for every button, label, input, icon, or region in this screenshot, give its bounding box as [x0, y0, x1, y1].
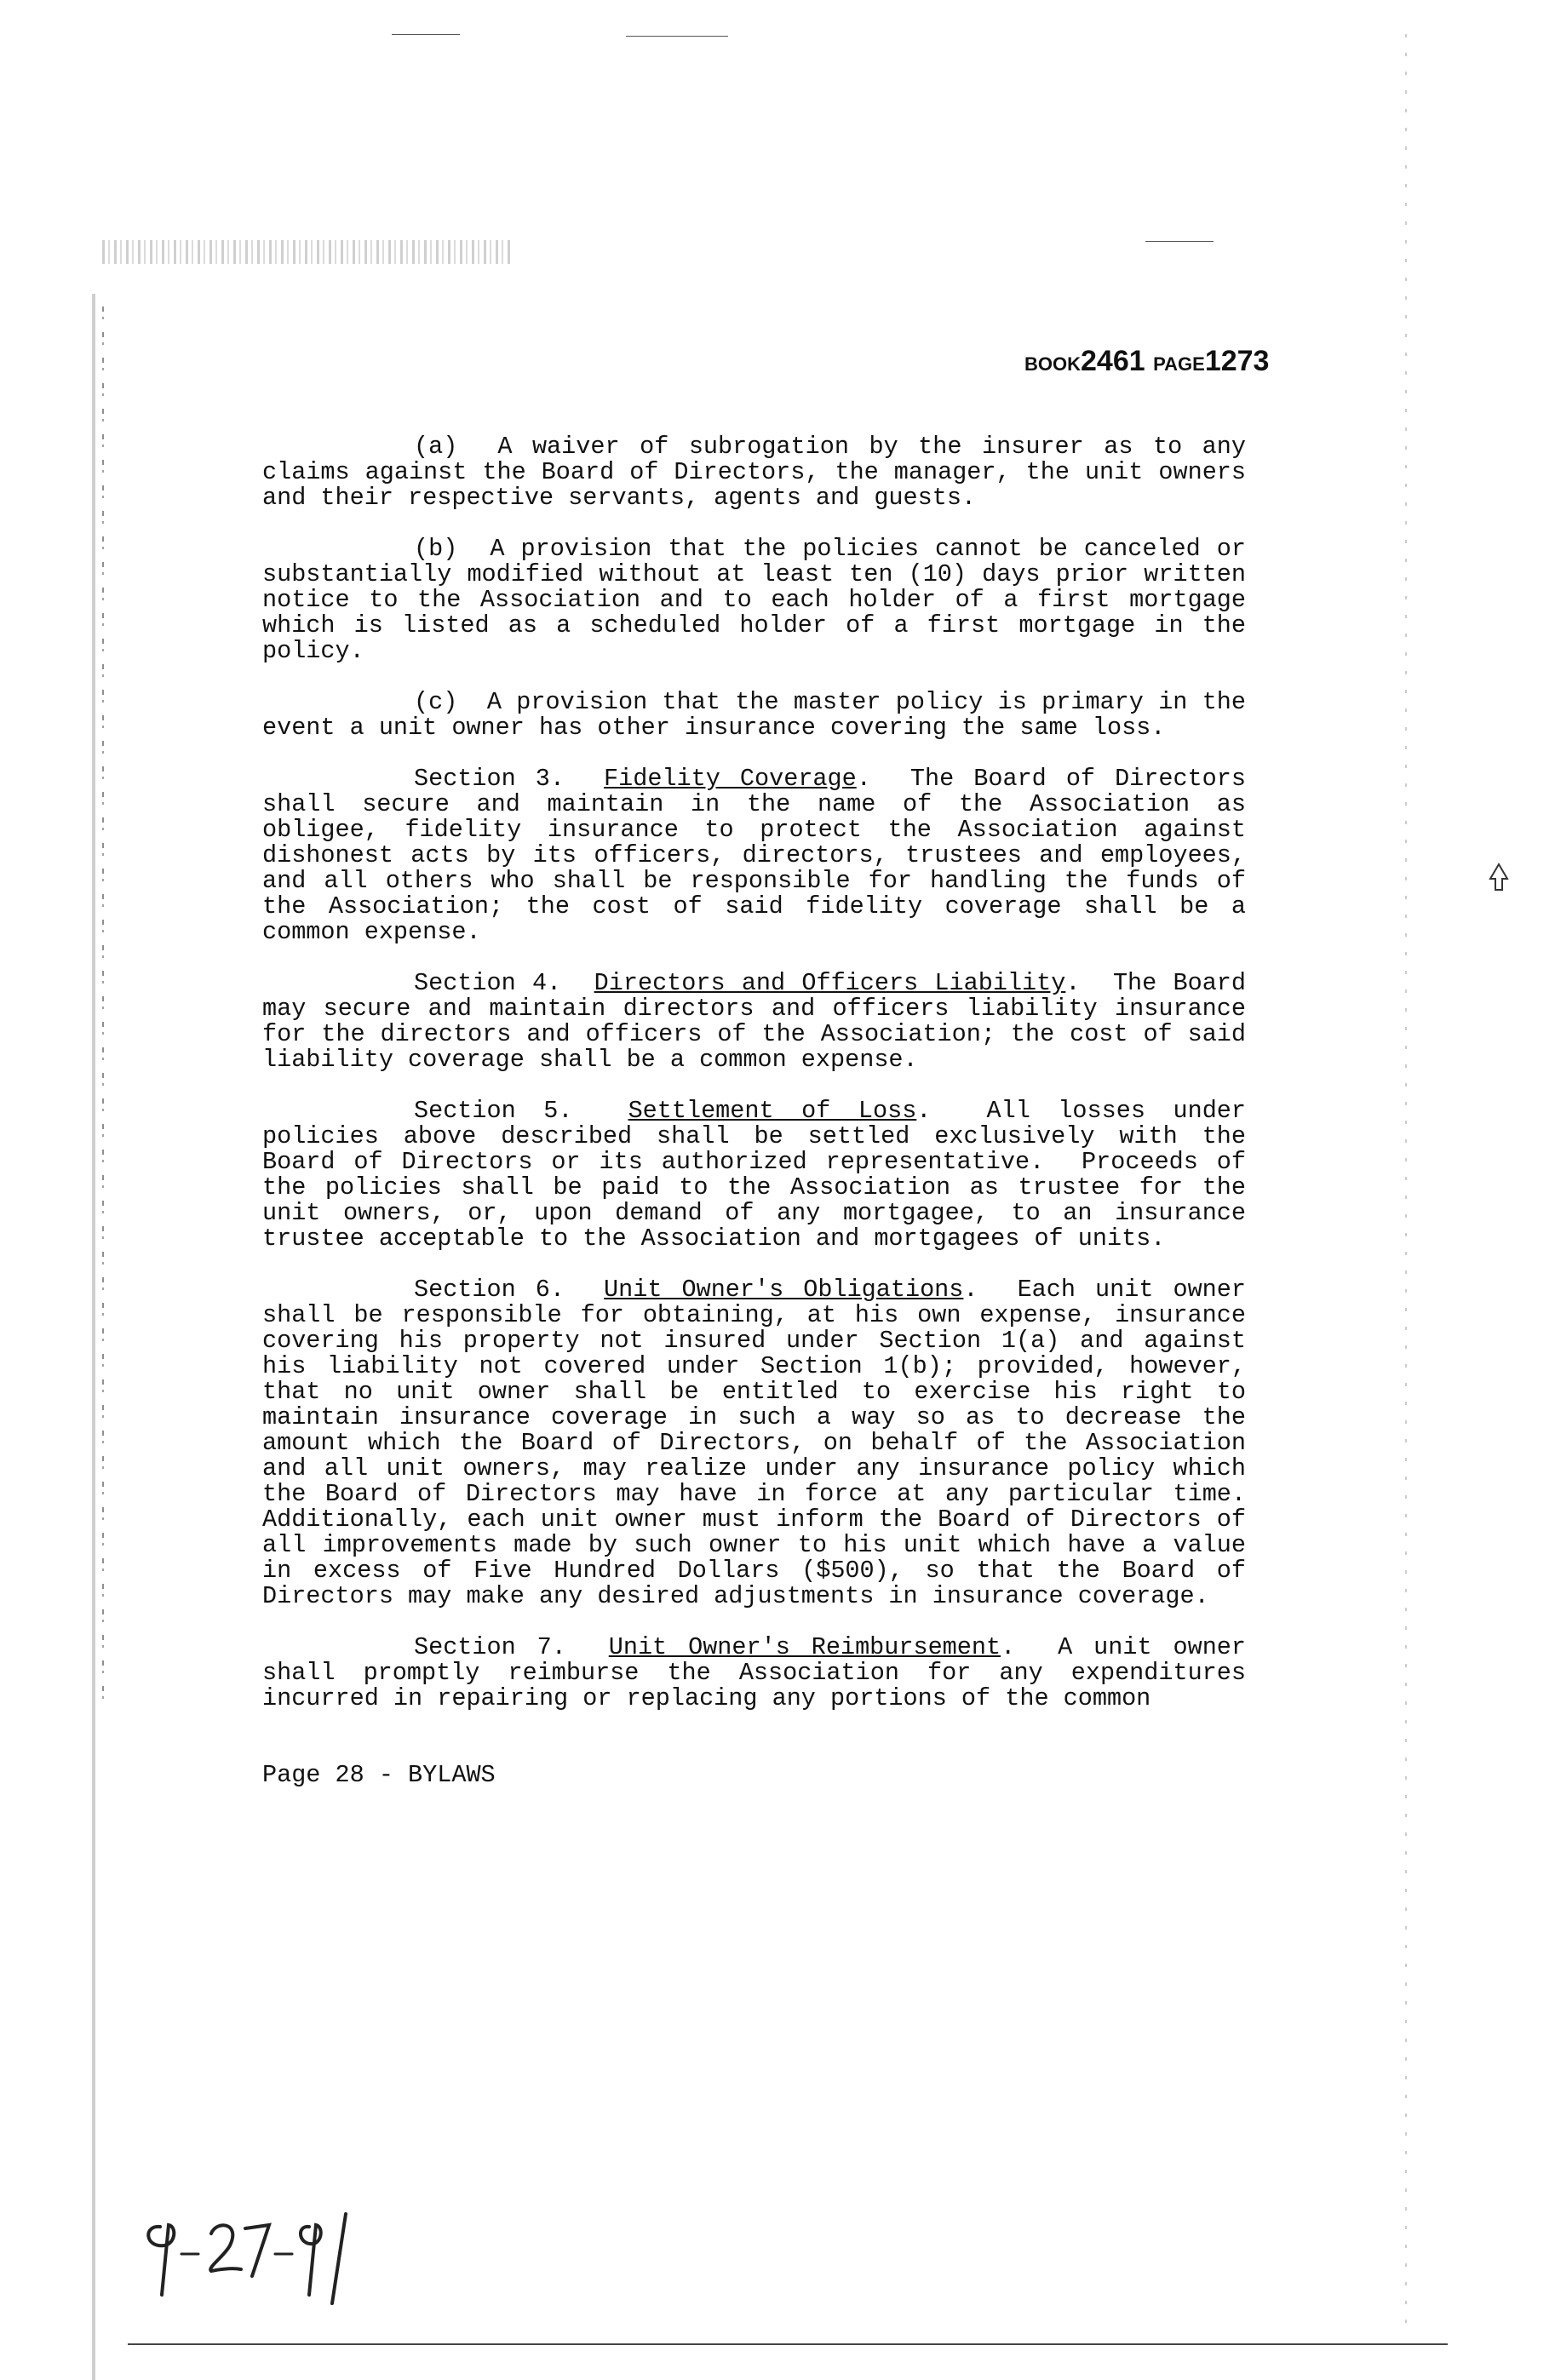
scan-noise	[102, 240, 511, 264]
scan-left-edge	[92, 294, 95, 2380]
paragraph	[262, 969, 1261, 1074]
paragraph-text: . A unit owner shall promptly reimburse the Association for any expenditures incurred in repairing or replacing any portions of the common	[262, 1633, 1261, 1712]
paragraph-text: . The Board of Directors shall secure and maintain in the name of the Association as obligee, fidelity insurance to protect the Association against dishonest acts by its officers, directors, trustees and employees, and all others who shall be responsible for handling the funds of the Association; the cost of said fidelity coverage shall be a common expense.	[262, 765, 1261, 946]
paragraph-text: . All losses under policies above described shall be settled exclusively with the Board of Directors or its authorized representative. Proceeds of the policies shall be paid to the Association as trustee for the unit owners, or, upon demand of any mortgagee, to an insurance trustee acceptable to the Association and mortgagees of units.	[262, 1097, 1261, 1253]
scan-mark	[626, 36, 728, 37]
bottom-rule	[128, 2343, 1448, 2345]
page-label: PAGE	[1153, 353, 1205, 375]
section-heading: Unit Owner's Reimbursement	[608, 1633, 1001, 1661]
paragraph-text: Section 3.	[414, 765, 605, 793]
section-heading: Settlement of Loss	[628, 1097, 917, 1125]
section-heading: Unit Owner's Obligations	[604, 1276, 964, 1304]
scan-mark	[392, 34, 460, 35]
document-body	[262, 433, 1261, 1712]
book-page-stamp	[1024, 345, 1269, 378]
section-heading: Fidelity Coverage	[604, 765, 857, 793]
paragraph-text: Section 4.	[414, 969, 594, 997]
paragraph	[262, 1633, 1261, 1712]
paragraph	[262, 688, 1261, 742]
page-footer: Page 28 - BYLAWS	[262, 1761, 496, 1789]
paragraph-text: (c) A provision that the master policy is primary in the event a unit owner has other insurance covering the same loss.	[262, 688, 1261, 742]
handwritten-date-signature	[135, 2176, 373, 2312]
paragraph-text: . The Board may secure and maintain directors and officers liability insurance for the directors and officers of the Association; the cost of said liability coverage shall be a common expense.	[262, 969, 1261, 1074]
paragraph	[262, 433, 1261, 512]
scan-mark	[1145, 241, 1214, 242]
paragraph	[262, 535, 1261, 665]
scan-artifact-strip	[102, 307, 104, 1712]
book-number: 2461	[1081, 345, 1145, 377]
margin-arrow-icon	[1482, 860, 1516, 911]
paragraph	[262, 1097, 1261, 1253]
paragraph-text: . Each unit owner shall be responsible for obtaining, at his own expense, insurance covering his property not insured under Section 1(a) and against his liability not covered under Section 1(b); provided, however, that no unit owner shall be entitled to exercise his right to maintain insurance coverage in such a way so as to decrease the amount which the Board of Directors, on behalf of the Association and all unit owners, may realize under any insurance policy which the Board of Directors may have in force at any particular time. Additionally, each unit owner must inform the Board of Directors of all improvements made by such owner to his unit which have a value in excess of Five Hundred Dollars ($500), so that the Board of Directors may make any desired adjustments in insurance coverage.	[262, 1276, 1261, 1610]
paragraph-text: (a) A waiver of subrogation by the insurer as to any claims against the Board of Directors, the manager, the unit owners and their respective servants, agents and guests.	[262, 433, 1261, 512]
section-heading: Directors and Officers Liability	[594, 969, 1066, 997]
paragraph	[262, 1276, 1261, 1610]
scan-right-edge	[1405, 34, 1407, 2333]
page-number: 1273	[1204, 345, 1270, 377]
paragraph-text: Section 7.	[414, 1633, 609, 1661]
book-label: BOOK	[1024, 353, 1081, 375]
paragraph-text: Section 6.	[414, 1276, 605, 1304]
paragraph	[262, 765, 1261, 946]
paragraph-text: (b) A provision that the policies cannot be canceled or substantially modified without at least ten (10) days prior written notice to the Association and to each holder of a first mortgage which is listed as a scheduled holder of a first mortgage in the policy.	[262, 535, 1261, 665]
paragraph-text: Section 5.	[414, 1097, 628, 1125]
